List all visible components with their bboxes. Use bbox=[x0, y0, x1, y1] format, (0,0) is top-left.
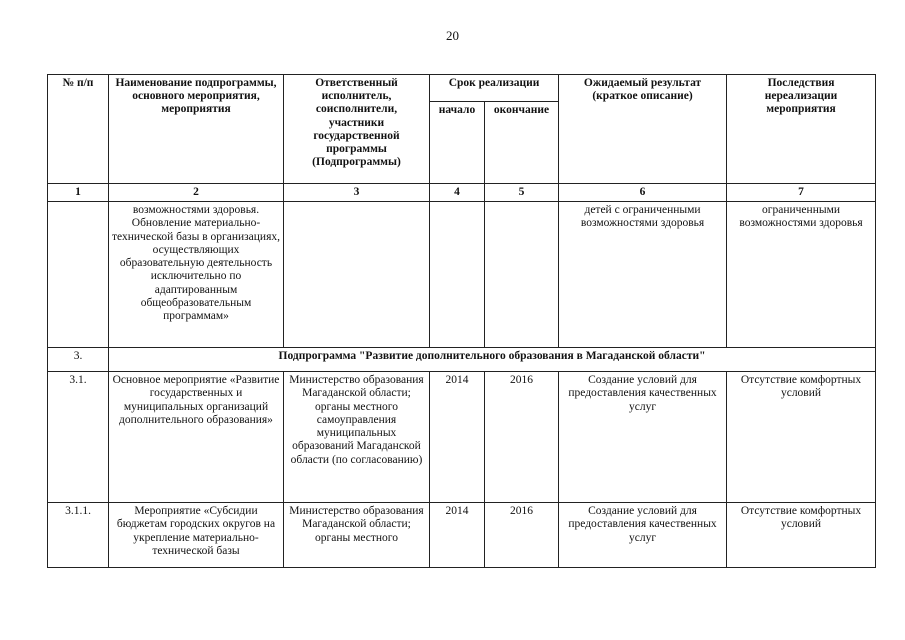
page-number: 20 bbox=[446, 28, 459, 43]
column-number: 5 bbox=[485, 184, 559, 202]
row-result: детей с ограниченными возможностями здоровья bbox=[559, 202, 727, 348]
row-start: 2014 bbox=[430, 503, 485, 568]
cell-empty bbox=[48, 202, 109, 348]
column-number-row bbox=[48, 184, 876, 202]
row-end: 2016 bbox=[485, 372, 559, 503]
cell-empty bbox=[284, 202, 430, 348]
row-name: Основное мероприятие «Развитие государственных и муниципальных организаций дополнительного образования» bbox=[109, 372, 284, 503]
column-number: 3 bbox=[284, 184, 430, 202]
subprogram-number: 3. bbox=[48, 348, 109, 372]
row-name: Мероприятие «Субсидии бюджетам городских округов на укрепление материально-технической базы bbox=[109, 503, 284, 568]
column-number: 6 bbox=[559, 184, 727, 202]
column-number: 1 bbox=[48, 184, 109, 202]
row-consequence: Отсутствие комфортных условий bbox=[727, 372, 876, 503]
row-name: возможностями здоровья. Обновление материально-технической базы в организациях, осуществляющих образовательную деятельность исключительно по адаптированным общеобразовательным программам» bbox=[109, 202, 284, 348]
header-result: Ожидаемый результат (краткое описание) bbox=[559, 75, 727, 184]
row-consequence: Отсутствие комфортных условий bbox=[727, 503, 876, 568]
header-end: окончание bbox=[485, 102, 559, 184]
program-table bbox=[47, 74, 876, 568]
header-name: Наименование подпрограммы, основного мероприятия, мероприятия bbox=[109, 75, 284, 184]
subprogram-title: Подпрограмма "Развитие дополнительного образования в Магаданской области" bbox=[109, 348, 876, 372]
row-result: Создание условий для предоставления качественных услуг bbox=[559, 503, 727, 568]
subprogram-row bbox=[48, 348, 876, 372]
cell-empty bbox=[485, 202, 559, 348]
column-number: 4 bbox=[430, 184, 485, 202]
row-result: Создание условий для предоставления качественных услуг bbox=[559, 372, 727, 503]
header-responsible: Ответственный исполнитель, соисполнители, участники государственной программы (Подпрограммы) bbox=[284, 75, 430, 184]
row-start: 2014 bbox=[430, 372, 485, 503]
row-number: 3.1.1. bbox=[48, 503, 109, 568]
column-number: 2 bbox=[109, 184, 284, 202]
continuation-row bbox=[48, 202, 876, 348]
header-row bbox=[48, 75, 876, 102]
table-row bbox=[48, 503, 876, 568]
row-responsible: Министерство образования Магаданской области; органы местного bbox=[284, 503, 430, 568]
row-consequence: ограниченными возможностями здоровья bbox=[727, 202, 876, 348]
header-start: начало bbox=[430, 102, 485, 184]
header-consequence: Последствия нереализации мероприятия bbox=[727, 75, 876, 184]
row-number: 3.1. bbox=[48, 372, 109, 503]
row-responsible: Министерство образования Магаданской области; органы местного самоуправления муниципальных образований Магаданской области (по согласованию) bbox=[284, 372, 430, 503]
header-number: № п/п bbox=[48, 75, 109, 184]
row-end: 2016 bbox=[485, 503, 559, 568]
column-number: 7 bbox=[727, 184, 876, 202]
table-row bbox=[48, 372, 876, 503]
cell-empty bbox=[430, 202, 485, 348]
header-period: Срок реализации bbox=[430, 75, 559, 102]
